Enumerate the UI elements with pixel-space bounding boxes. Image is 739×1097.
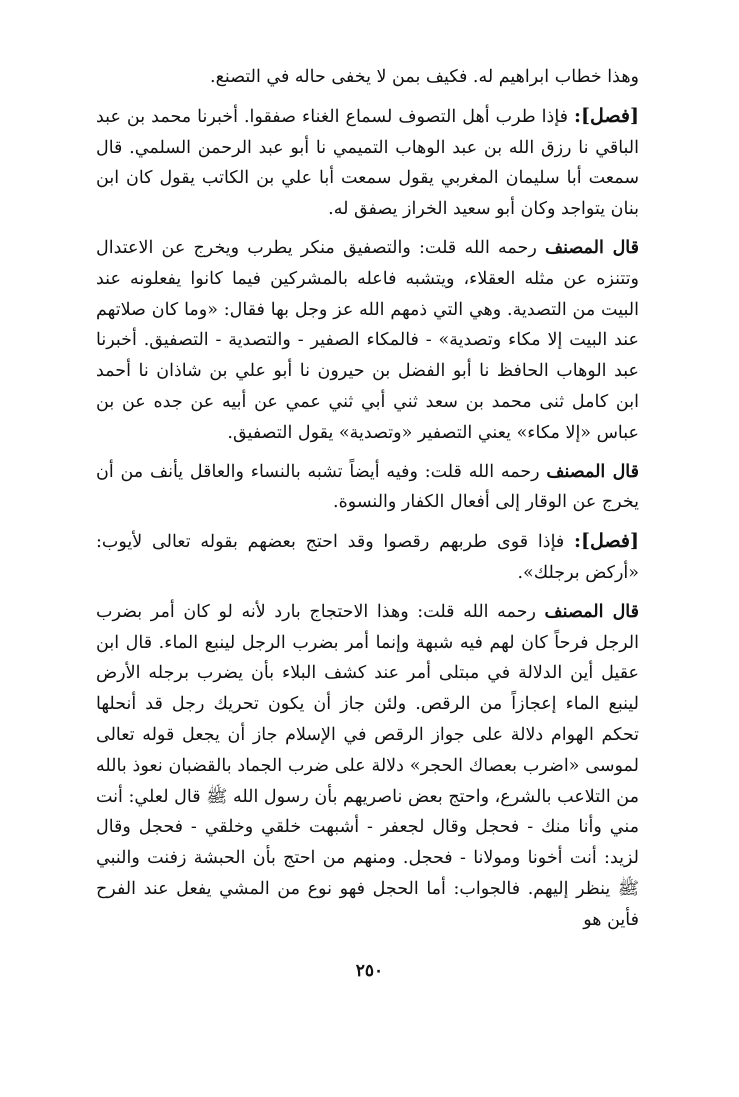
paragraph-2-text: فإذا طرب أهل التصوف لسماع الغناء صفقوا. أخبرنا محمد بن عبد الباقي نا رزق الله بن عبد الوهاب التميمي نا أبو عبد الرحمن السلمي. قال سمعت أبا سليمان المغربي يقول سمعت أبا علي بن الكاتب يقول كان ابن بنان يتواجد وكان أبو سعيد الخراز يصفق له. <box>96 106 639 220</box>
paragraph-5 <box>96 526 639 589</box>
paragraph-3-text: رحمه الله قلت: والتصفيق منكر يطرب ويخرج عن الاعتدال وتتنزه عن مثله العقلاء، ويتشبه فاعله بالمشركين فيما كانوا يفعلونه عند البيت من التصدية. وهي التي ذمهم الله عز وجل بها فقال: «وما كان صلاتهم عند البيت إلا مكاء وتصدية» - فالمكاء الصفير - والتصدية - التصفيق. أخبرنا عبد الوهاب الحافظ نا أبو الفضل بن حيرون نا أبو علي بن شاذان نا أحمد ابن كامل ثنى محمد بن سعد ثني أبي ثني عمي عن أبيه عن جده عن بن عباس «إلا مكاء» يعني التصفير «وتصدية» يقول التصفيق. <box>96 237 639 443</box>
author-heading: قال المصنف <box>544 601 640 622</box>
paragraph-4 <box>96 457 639 519</box>
paragraph-6-text: رحمه الله قلت: وهذا الاحتجاج بارد لأنه لو كان أمر بضرب الرجل فرحاً كان لهم فيه شبهة وإنما أمر بضرب الرجل لينبع الماء. قال ابن عقيل أين الدلالة في مبتلى أمر عند كشف البلاء بأن يضرب برجله الأرض لينبع الماء إعجازاً من الرقص. ولئن جاز أن يكون تحريك رجل قد أنحلها تحكم الهوام دلالة على جواز الرقص في الإسلام جاز أن يجعل قوله تعالى لموسى «اضرب بعصاك الحجر» دلالة على ضرب الجماد بالقضبان نعوذ بالله من التلاعب بالشرع، واحتج بعض ناصريهم بأن رسول الله ﷺ قال لعلي: أنت مني وأنا منك - فحجل وقال لجعفر - أشبهت خلقي وخلقي - فحجل وقال لزيد: أنت أخونا ومولانا - فحجل. ومنهم من احتج بأن الحبشة زفنت والنبي ﷺ ينظر إليهم. فالجواب: أما الحجل فهو نوع من المشي يفعل عند الفرح فأين هو <box>96 601 639 930</box>
paragraph-3 <box>96 233 639 449</box>
paragraph-4-text: رحمه الله قلت: وفيه أيضاً تشبه بالنساء والعاقل يأنف من أن يخرج عن الوقار إلى أفعال الكفار والنسوة. <box>96 461 639 513</box>
page-number: ٢٥٠ <box>355 961 384 981</box>
paragraph-1-text: وهذا خطاب ابراهيم له. فكيف بمن لا يخفى حاله في التصنع. <box>210 67 639 87</box>
paragraph-2 <box>96 101 639 225</box>
section-heading-fasl: [فصل]: <box>574 530 639 553</box>
author-heading: قال المصنف <box>546 461 639 482</box>
section-heading-fasl: [فصل]: <box>574 104 639 127</box>
paragraph-5-text: فإذا قوى طربهم رقصوا وقد احتج بعضهم بقوله تعالى لأيوب: «أركض برجلك». <box>96 532 639 583</box>
paragraph-6 <box>96 597 639 936</box>
paragraph-1 <box>96 62 639 93</box>
author-heading: قال المصنف <box>544 237 640 258</box>
